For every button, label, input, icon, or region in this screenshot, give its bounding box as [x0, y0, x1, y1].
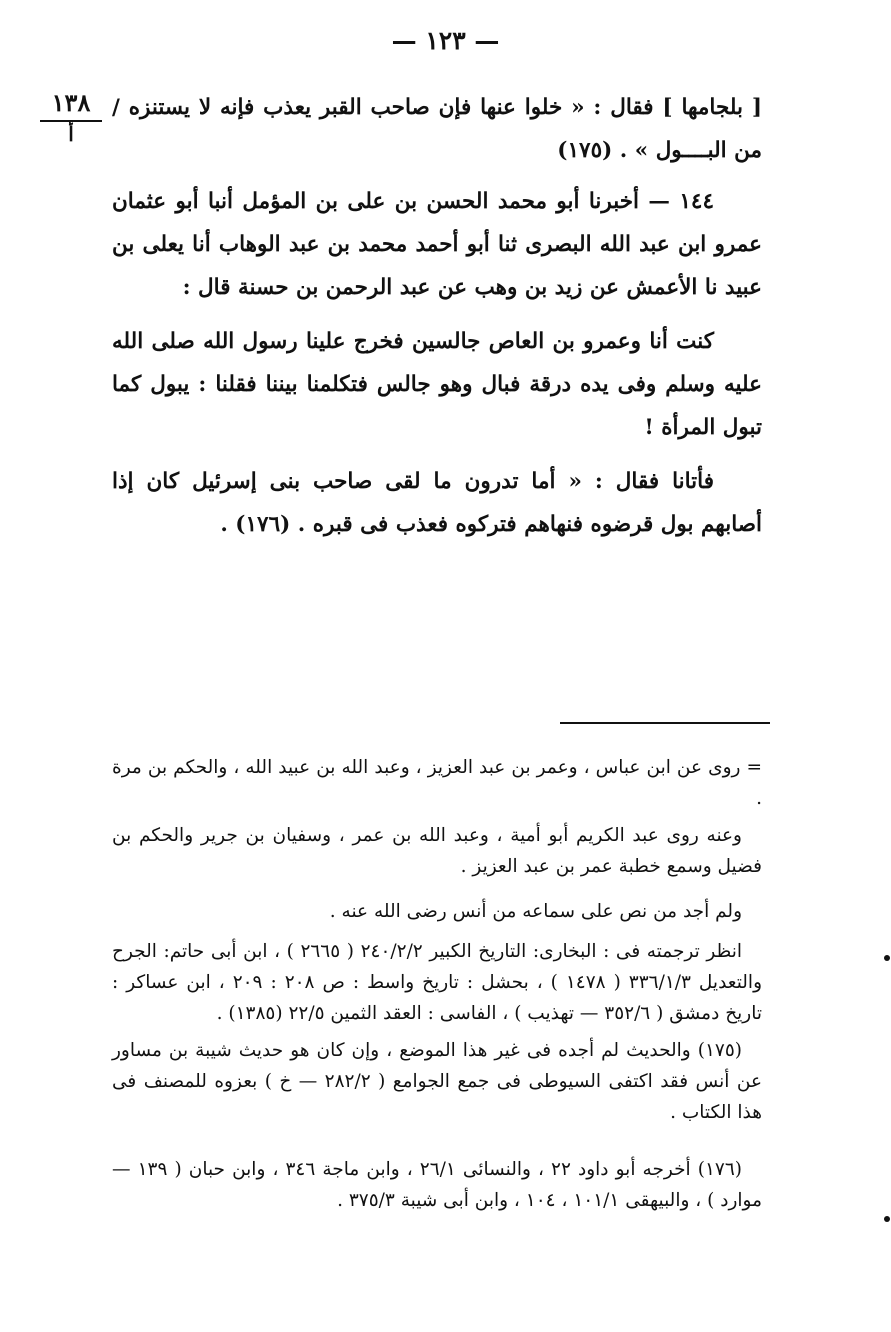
scan-speck	[884, 1216, 890, 1222]
footnote-narrators: وعنه روى عبد الكريم أبو أمية ، وعبد الله بن عمر ، وسفيان بن جرير والحكم بن فضيل وسمع خطبة عمر بن عبد العزيز .	[112, 825, 762, 877]
footnote-separator	[560, 722, 770, 724]
folio-number: ١٣٨	[40, 88, 102, 122]
main-paragraph-1: [ بلجامها ] فقال : « خلوا عنها فإن صاحب القبر يعذب فإنه لا يستنزه / من البــــول » . (١٧٥)	[112, 95, 762, 163]
footnote-176: (١٧٦) أخرجه أبو داود ٢٢ ، والنسائى ٢٦/١ ، وابن ماجة ٣٤٦ ، وابن حبان ( ١٣٩ — موارد ) ، والبيهقى ١٠١/١ ، ١٠٤ ، وابن أبى شيبة ٣٧٥/٣ .	[112, 1159, 762, 1211]
hadith-144-isnad: ١٤٤ — أخبرنا أبو محمد الحسن بن على بن المؤمل أنبا أبو عثمان عمرو ابن عبد الله البصرى ثنا أبو أحمد محمد بن عبد الوهاب أنا يعلى بن عبيد نا الأعمش عن زيد بن وهب عن عبد الرحمن بن حسنة قال :	[112, 189, 762, 300]
page-number: — ١٢٣ —	[391, 26, 500, 55]
hadith-144-text: كنت أنا وعمرو بن العاص جالسين فخرج علينا رسول الله صلى الله عليه وسلم وفى يده درقة فبال وهو جالس فتكلمنا بيننا فقلنا : يبول كما تبول المرأة !	[112, 329, 762, 440]
footnote-note: ولم أجد من نص على سماعه من أنس رضى الله عنه .	[329, 901, 742, 922]
footnote-continued: = روى عن ابن عباس ، وعمر بن عبد العزيز ، وعبد الله بن عبيد الله ، والحكم بن مرة .	[112, 757, 762, 809]
footnote-175: (١٧٥) والحديث لم أجده فى غير هذا الموضع ، وإن كان هو حديث شيبة بن مساور عن أنس فقد اكتفى السيوطى فى جمع الجوامع ( ٢٨٢/٢ — خ ) بعزوه للمصنف فى هذا الكتاب .	[112, 1040, 762, 1123]
folio-side: أ	[68, 122, 74, 146]
scan-speck	[884, 955, 890, 961]
footnote-biography-sources: انظر ترجمته فى : البخارى: التاريخ الكبير ٢٤٠/٢/٢ ( ٢٦٦٥ ) ، ابن أبى حاتم: الجرح والتعديل ٣٣٦/١/٣ ( ١٤٧٨ ) ، بحشل : تاريخ واسط : ص ٢٠٨ : ٢٠٩ ، ابن عساكر : تاريخ دمشق ( ٣٥٢/٦ — تهذيب ) ، الفاسى : العقد الثمين ٢٢/٥ (١٣٨٥) .	[112, 941, 763, 1024]
hadith-144-conclusion: فأتانا فقال : « أما تدرون ما لقى صاحب بنى إسرئيل كان إذا أصابهم بول قرضوه فنهاهم فتركوه فعذب فى قبره . (١٧٦) .	[112, 469, 762, 537]
manuscript-folio-ref	[40, 88, 102, 146]
